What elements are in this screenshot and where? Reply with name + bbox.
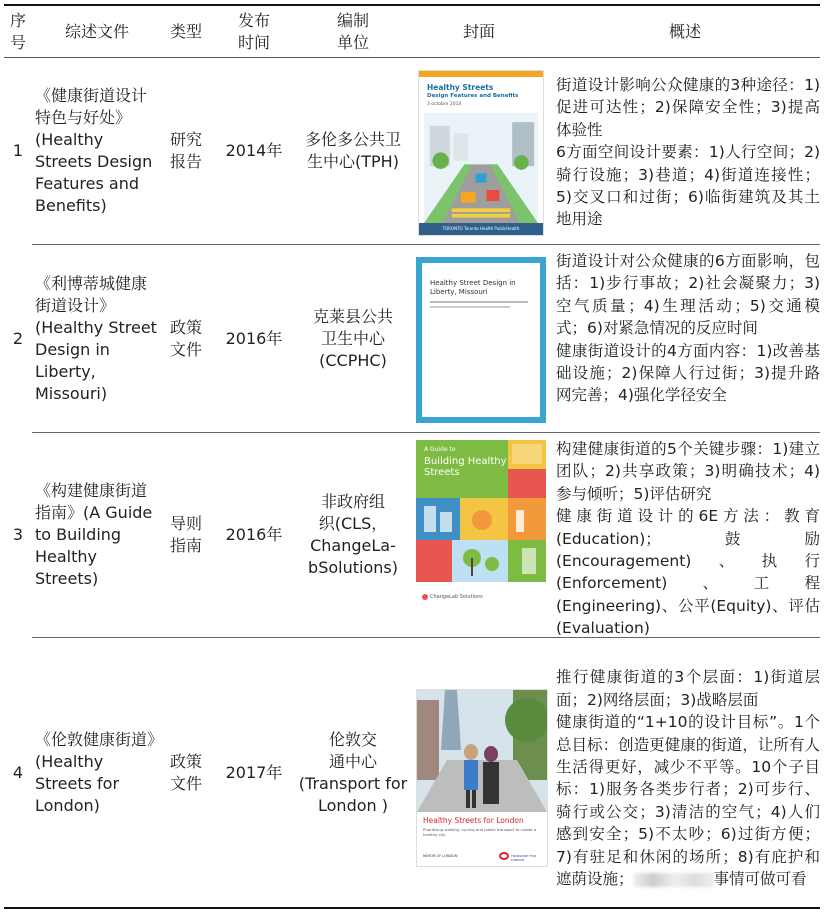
row-4-cover-image [416, 689, 548, 867]
row-3-title: 《构建健康街道指南》(A Guide to Building Healthy Streets) [35, 481, 153, 588]
row-2-summary: 街道设计对公众健康的6方面影响，包括：1)步行事故；2)社会凝聚力；3)空气质量；4)生理活动；5)交通模式；6)对紧急情况的反应时间 健康街道设计的4方面内容：1)改善基础设施；2)保障人行过街；3)提升路网完善；4)强化学径安全 [556, 252, 820, 405]
tfl-roundel-icon [499, 852, 509, 860]
cover-title: Building Healthy Streets [424, 456, 507, 478]
row-4-type: 政策 文件 [169, 751, 202, 793]
cover-fine-print [430, 301, 528, 303]
cover-footer-right: TRANSPORT FOR LONDON [511, 854, 536, 862]
row-1-org: 多伦多公共卫 生中心(TPH) [304, 130, 401, 171]
cover-footer-left: MAYOR OF LONDON [423, 854, 458, 858]
row-3-summary: 构建健康街道的5个关键步骤：1)建立团队；2)共享政策；3)明确技术；4)参与倾听；5)评估研究 健康街道设计的6E方法：教育(Education)；鼓励(Encouragement)、执行(Enforcement)、工程(Engineering)、公平(Equity)、评估(Evaluation) [556, 440, 820, 638]
row-1-year: 2014年 [225, 141, 283, 160]
cover-subtitle: Prioritising walking, cycling and public transport to create a healthy city [423, 827, 537, 837]
row-3-year: 2016年 [225, 525, 283, 544]
row-1-cover-image [418, 70, 544, 236]
cover-title: Healthy Street Design in Liberty, Missouri [430, 279, 516, 296]
london-street-photo [417, 690, 547, 812]
cover-fine-print [430, 306, 510, 308]
cover-title: Healthy Streets for London [423, 816, 524, 825]
row-1-summary: 街道设计影响公众健康的3种途径：1)促进可达性；2)保障安全性；3)提高体验性 6方面空间设计要素：1)人行空间；2)骑行设施；3)巷道；4)街道连接性；5)交叉口和过街；6)临街建筑及其土地用途 [556, 76, 820, 229]
cover-pre-title: A Guide to [424, 446, 456, 453]
row-4-year: 2017年 [225, 762, 283, 782]
row-2-cover-image [416, 257, 546, 423]
header-summary: 概述 [668, 21, 701, 41]
row-4-summary-end: 事情可做可看 [713, 870, 807, 889]
header-file: 综述文件 [64, 21, 129, 41]
row-3-cover-image [416, 440, 546, 610]
row-3-type: 导则 指南 [169, 514, 202, 555]
cover-footer: ChangeLab Solutions [430, 594, 483, 600]
cover-footer: TORONTO Toronto Health PublicHealth [419, 223, 543, 235]
cover-logo-icon [422, 594, 428, 600]
row-2-type: 政策 文件 [169, 317, 202, 359]
row-2-title: 《利博蒂城健康街道设计》(Healthy Street Design in Liberty, Missouri) [35, 273, 157, 403]
row-1-type: 研究 报告 [169, 130, 202, 171]
review-table [4, 4, 820, 910]
cover-title: Healthy Streets [427, 83, 494, 92]
obscured-text [634, 873, 714, 887]
row-3-org: 非政府组 织(CLS， ChangeLa- bSolutions) [308, 492, 398, 577]
cover-top-band [419, 71, 543, 77]
street-illustration [419, 113, 543, 223]
row-1-index: 1 [12, 141, 24, 160]
header-type: 类型 [169, 21, 202, 41]
cover-inner-page [422, 263, 540, 417]
row-3-index: 3 [12, 525, 24, 544]
row-4-index: 4 [12, 762, 24, 782]
header-cover: 封面 [462, 21, 495, 41]
bottom-rule [4, 907, 820, 909]
row-4-summary-main: 推行健康街道的3个层面：1)街道层面；2)网络层面；3)战略层面 健康街道的“1+10的设计目标”。1个总目标：创造更健康的街道，让所有人生活得更好，减少不平等。10个子目标：1)服务各类步行者；2)可步行、骑行或公交；3)清洁的空气；4)人们感到安全；5)不太吵；6)过街方便；7)有驻足和休闲的场所；8)有庇护和遮荫设施； [556, 668, 820, 889]
row-2-year: 2016年 [225, 328, 283, 348]
row-4-org: 伦敦交 通中心 (Transport for London ) [298, 729, 408, 815]
header-index: 序 号 [9, 10, 26, 52]
row-2-index: 2 [12, 328, 24, 348]
row-4-title: 《伦敦健康街道》(Healthy Streets for London) [35, 729, 156, 815]
row-4-summary [556, 644, 820, 890]
header-org: 编制 单位 [336, 10, 369, 52]
cover-subtitle: Design Features and Benefits [427, 93, 519, 99]
row-2-org: 克莱县公共 卫生中心 (CCPHC) [312, 306, 393, 370]
header-year: 发布 时间 [237, 10, 270, 52]
row-1-title: 《健康街道设计特色与好处》(Healthy Streets Design Features and Benefits) [35, 86, 153, 215]
cover-date: 3 octobre 2014 [427, 102, 462, 107]
